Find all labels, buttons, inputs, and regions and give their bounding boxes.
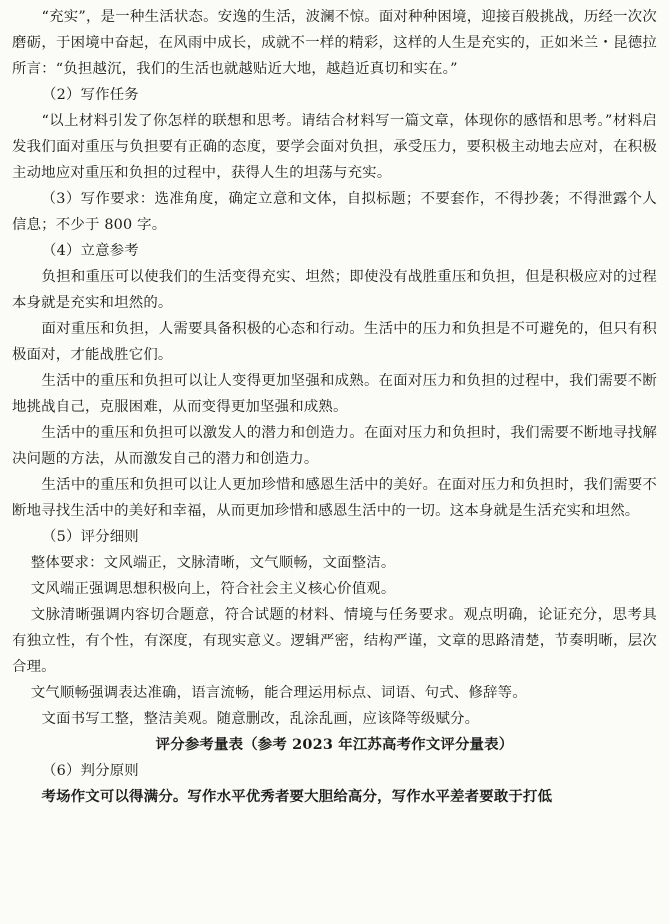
heading-theme-reference: （4）立意参考 bbox=[42, 243, 139, 259]
heading-scoring-rules: （5）评分细则 bbox=[42, 529, 139, 545]
paragraph-writing-requirements: （3）写作要求：选准角度，确定立意和文体，自拟标题；不要套作，不得抄袭；不得泄露个人信息；不少于 800 字。 bbox=[12, 191, 657, 233]
heading-writing-task: （2）写作任务 bbox=[42, 87, 139, 103]
paragraph-writing-task: “以上材料引发了你怎样的联想和思考。请结合材料写一篇文章，体现你的感悟和思考。”材料启发我们面对重压与负担要有正确的态度，要学会面对负担，承受压力，要积极主动地去应对，在积极主动地应对重压和负担的过程中，获得人生的坦荡与充实。 bbox=[12, 113, 657, 181]
paragraph-judging-principles: 考场作文可以得满分。写作水平优秀者要大胆给高分，写作水平差者要敢于打低 bbox=[41, 788, 553, 805]
paragraph-theme-3: 生活中的重压和负担可以让人变得更加坚强和成熟。在面对压力和负担的过程中，我们需要不断地挑战自己，克服困难，从而变得更加坚强和成熟。 bbox=[12, 373, 657, 415]
paragraph-fluency: 文气顺畅强调表达准确，语言流畅，能合理运用标点、词语、句式、修辞等。 bbox=[30, 685, 527, 701]
paragraph-style: 文风端正强调思想积极向上，符合社会主义核心价值观。 bbox=[30, 581, 396, 597]
paragraph-overall-requirements: 整体要求：文风端正，文脉清晰，文气顺畅，文面整洁。 bbox=[30, 555, 396, 571]
paragraph-theme-2: 面对重压和负担，人需要具备积极的心态和行动。生活中的压力和负担是不可避免的，但只有积极面对，才能战胜它们。 bbox=[12, 321, 657, 363]
heading-judging-principles: （6）判分原则 bbox=[42, 763, 139, 779]
scoring-table-title: 评分参考量表（参考 2023 年江苏高考作文评分量表） bbox=[155, 736, 514, 753]
paragraph-theme-1: 负担和重压可以使我们的生活变得充实、坦然；即使没有战胜重压和负担，但是积极应对的过程本身就是充实和坦然的。 bbox=[12, 269, 657, 311]
paragraph-theme-4: 生活中的重压和负担可以激发人的潜力和创造力。在面对压力和负担时，我们需要不断地寻找解决问题的方法，从而激发自己的潜力和创造力。 bbox=[12, 425, 657, 467]
paragraph-structure: 文脉清晰强调内容切合题意，符合试题的材料、情境与任务要求。观点明确，论证充分，思考具有独立性，有个性，有深度，有现实意义。逻辑严密，结构严谨，文章的思路清楚，节奏明晰，层次合理。 bbox=[12, 607, 657, 675]
paragraph-theme-5: 生活中的重压和负担可以让人更加珍惜和感恩生活中的美好。在面对压力和负担时，我们需要不断地寻找生活中的美好和幸福，从而更加珍惜和感恩生活中的一切。这本身就是生活充实和坦然。 bbox=[12, 477, 657, 519]
paragraph-handwriting: 文面书写工整，整洁美观。随意删改，乱涂乱画，应该降等级赋分。 bbox=[41, 711, 480, 727]
paragraph-intro: “充实”，是一种生活状态。安逸的生活，波澜不惊。面对种种困境，迎接百般挑战，历经一次次磨砺，于困境中奋起，在风雨中成长，成就不一样的精彩，这样的人生是充实的，正如米兰・昆德拉所言：“负担越沉，我们的生活也就越贴近大地，越趋近真切和实在。” bbox=[12, 9, 657, 77]
